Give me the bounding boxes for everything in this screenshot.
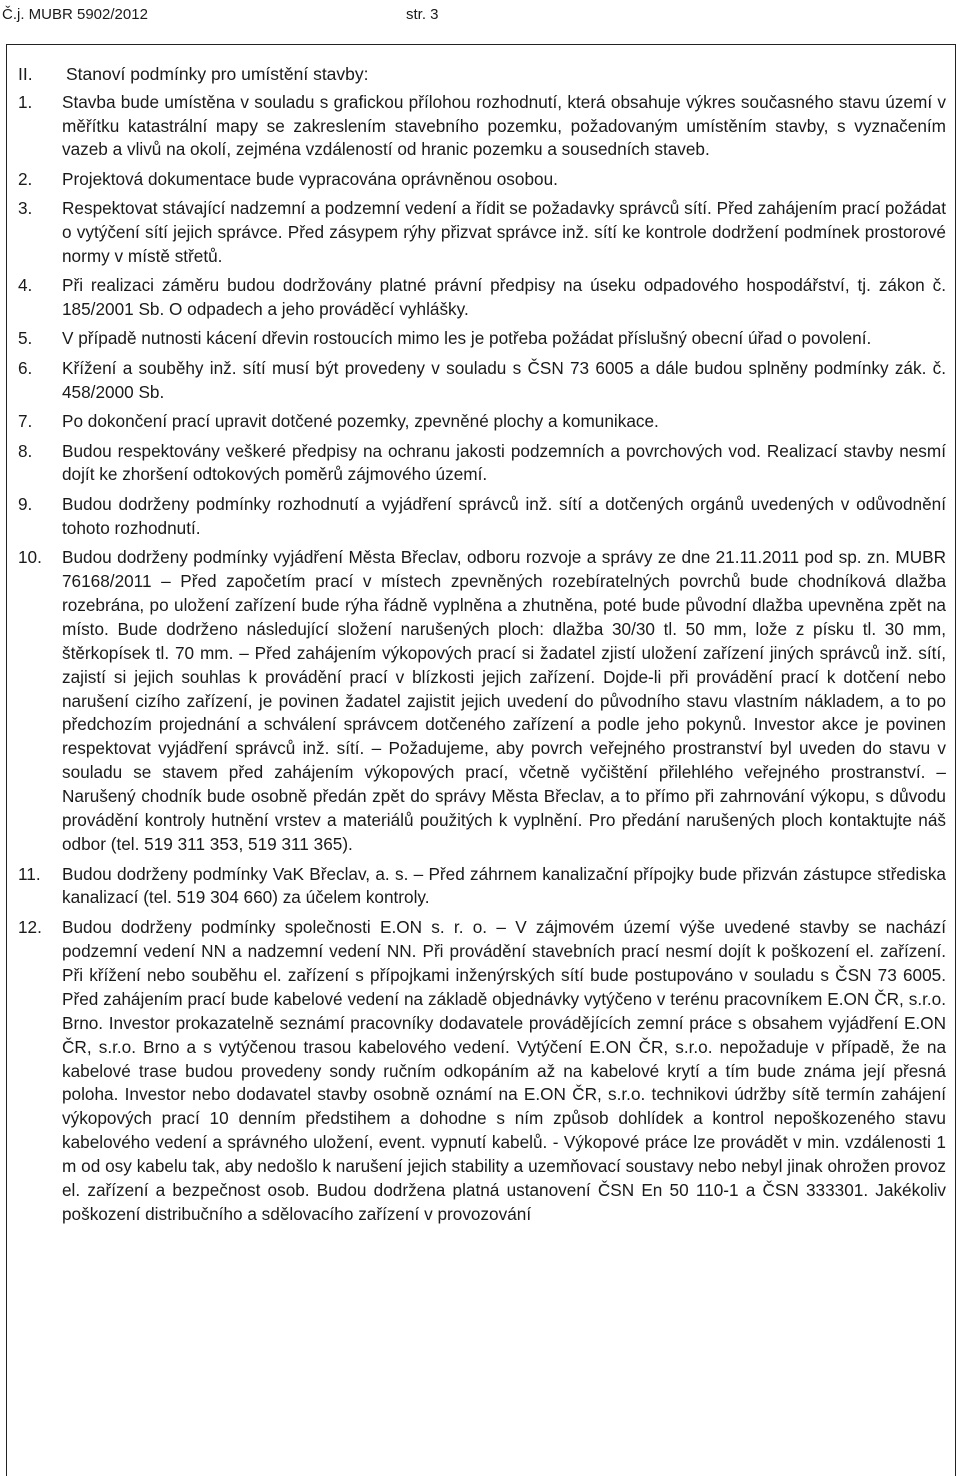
item-text: Budou dodrženy podmínky společnosti E.ON s. r. o. – V zájmovém území výše uvedené stavby se nachází podzemní vedení NN a nadzemní vedení NN. Při provádění stavebních prací nesmí dojít k poškození el. zařízení. Při křížení nebo souběhu el. zařízení s přípojkami inženýrských sítí bude postupováno v souladu s ČSN 73 6005. Před zahájením prací bude kabelové vedení na základě objednávky vytýčeno v terénu pracovníkem E.ON ČR, s.r.o. Brno. Investor prokazatelně seznámí pracovníky dodavatele provádějících zemní práce s obsahem vyjádření E.ON ČR, s.r.o. Brno a s vytýčenou trasou kabelového vedení. Vytýčení E.ON ČR, s.r.o. nepožaduje v případě, že na kabelové trase budou provedeny sondy ručním odkopáním až na kabelové krytí a tím bude známa její přesná poloha. Investor nebo dodavatel stavby osobně oznámí na E.ON ČR, s.r.o. technikovi údržby sítě termín zahájení výkopových prací 10 denním předstihem a dohodne s ním způsob dohlídek a kontrol nepoškozeného stavu kabelového vedení a správného uložení, event. vypnutí kabelů. - Výkopové práce lze provádět v min. vzdálenosti 1 m od osy kabelu tak, aby nedošlo k narušení jejich stability a uzemňovací soustavy nebo nebyl jinak ohrožen provoz el. zařízení a bezpečnost osob. Budou dodržena platná ustanovení ČSN En 50 110-1 a ČSN 333301. Jakékoliv poškození distribučního a sdělovacího zařízení v provozování	[62, 917, 946, 1224]
item-text: Budou dodrženy podmínky VaK Břeclav, a. s. – Před záhrnem kanalizační přípojky bude přizván zástupce střediska kanalizací (tel. 519 304 660) za účelem kontroly.	[62, 863, 946, 908]
section-title: Stanoví podmínky pro umístění stavby:	[66, 64, 369, 84]
item-number: 3.	[18, 198, 33, 219]
list-item	[18, 916, 946, 1227]
item-number: 1.	[18, 92, 33, 112]
item-text: Po dokončení prací upravit dotčené pozemky, zpevněné plochy a komunikace.	[62, 411, 659, 432]
item-number: 4.	[18, 275, 33, 296]
list-item	[18, 546, 946, 857]
section-heading	[18, 64, 369, 85]
list-item	[18, 274, 946, 321]
item-number: 10.	[18, 547, 42, 568]
list-item	[18, 357, 946, 404]
item-number: 8.	[18, 440, 33, 461]
conditions-list	[18, 91, 946, 1233]
item-text: V případě nutnosti kácení dřevin rostoucích mimo les je potřeba požádat příslušný obecní úřad o povolení.	[62, 328, 872, 349]
list-item	[18, 863, 946, 910]
list-item	[18, 440, 946, 487]
item-number: 12.	[18, 917, 42, 938]
item-number: 9.	[18, 493, 33, 514]
item-text: Budou dodrženy podmínky vyjádření Města Břeclav, odboru rozvoje a správy ze dne 21.11.2011 pod sp. zn. MUBR 76168/2011 – Před započetím prací v místech zpevněných rozebíratelných povrchů bude chodníková dlažba rozebrána, po uložení zařízení bude rýha řádně vyplněna a zhutněna, poté bude původní dlažba upevněna zpět na místo. Bude dodrženo následující složení narušených ploch: dlažba 30/30 tl. 50 mm, lože z písku tl. 30 mm, štěrkopísek tl. 70 mm. – Před zahájením výkopových prací si žadatel zjistí uložení zařízení jiných správců inž. sítí, zajistí si jejich souhlas k provádění prací v blízkosti jejich zařízení. Dojde-li při provádění prací k dotčení nebo narušení cizího zařízení, je povinen žadatel zajistit jejich uvedení do původního stavu vlastním nákladem, a to po předchozím projednání a schválení správcem dotčeného zařízení a podle jeho pokynů. Investor akce je povinen respektovat vyjádření správců inž. sítí. – Požadujeme, aby povrch veřejného prostranství byl uveden do stavu v souladu se stavem před zahájením výkopových prací, včetně vyčištění přilehlého veřejného prostranství. – Narušený chodník bude osobně předán zpět do správy Města Břeclav, a to přímo při zahrnování výkopu, s důvodu provádění kontroly hutnění vrstev a materiálů použitých k vyplnění. Pro předání narušených ploch kontaktujte náš odbor (tel. 519 311 353, 519 311 365).	[62, 547, 946, 854]
item-number: 11.	[18, 863, 41, 884]
list-item	[18, 91, 946, 162]
list-item	[18, 327, 946, 351]
item-number: 2.	[18, 168, 33, 189]
item-text: Stavba bude umístěna v souladu s grafickou přílohou rozhodnutí, která obsahuje výkres současného stavu území v měřítku katastrální mapy se zakreslením stavebního pozemku, požadovaným umístěním stavby, s vyznačením vazeb a vlivů na okolí, zejména vzdáleností od hranic pozemku a sousedních staveb.	[62, 92, 946, 160]
item-number: 7.	[18, 411, 33, 432]
list-item	[18, 410, 946, 434]
item-text: Křížení a souběhy inž. sítí musí být provedeny v souladu s ČSN 73 6005 a dále budou splněny podmínky zák. č. 458/2000 Sb.	[62, 357, 946, 402]
list-item	[18, 493, 946, 540]
item-text: Respektovat stávající nadzemní a podzemní vedení a řídit se požadavky správců sítí. Před zahájením prací požádat o vytýčení sítí jejich správce. Před zásypem rýhy přizvat správce inž. sítí ke kontrole dodržení podmínek prostorové normy v místě střetů.	[62, 198, 946, 266]
section-number: II.	[18, 64, 33, 84]
item-number: 5.	[18, 328, 33, 349]
item-number: 6.	[18, 357, 33, 378]
page-number: str. 3	[406, 6, 439, 23]
item-text: Budou respektovány veškeré předpisy na ochranu jakosti podzemních a povrchových vod. Realizací stavby nesmí dojít ke zhoršení odtokových poměrů zájmového území.	[62, 440, 946, 485]
item-text: Budou dodrženy podmínky rozhodnutí a vyjádření správců inž. sítí a dotčených orgánů uvedených v odůvodnění tohoto rozhodnutí.	[62, 493, 946, 538]
item-text: Projektová dokumentace bude vypracována oprávněnou osobou.	[62, 168, 558, 189]
page-header	[2, 2, 958, 30]
document-reference: Č.j. MUBR 5902/2012	[2, 6, 148, 23]
list-item	[18, 168, 946, 192]
list-item	[18, 197, 946, 268]
item-text: Při realizaci záměru budou dodržovány platné právní předpisy na úseku odpadového hospodářství, tj. zákon č. 185/2001 Sb. O odpadech a jeho prováděcí vyhlášky.	[62, 275, 946, 319]
